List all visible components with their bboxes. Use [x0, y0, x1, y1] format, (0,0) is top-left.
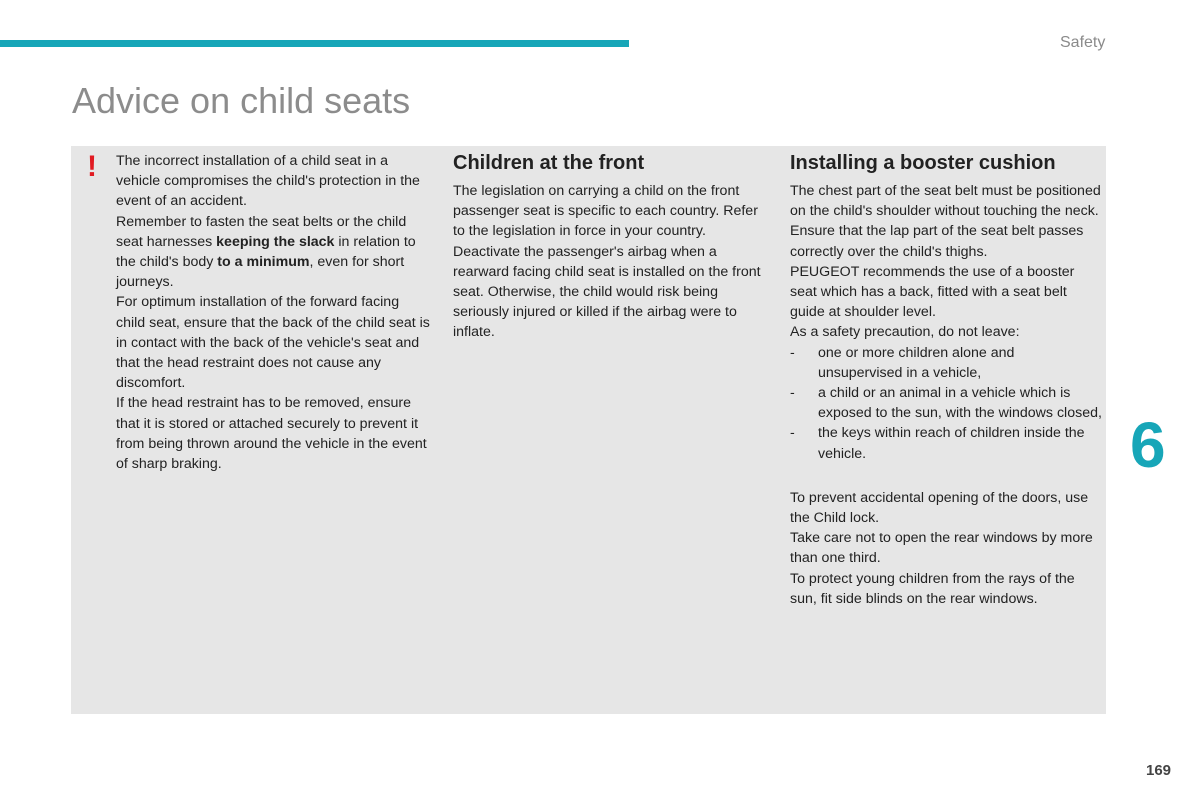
list-item [790, 343, 1102, 383]
list-item-text: a child or an animal in a vehicle which is exposed to the sun, with the windows closed, [818, 385, 1102, 422]
page-title: Advice on child seats [72, 80, 411, 121]
warning-paragraph: For optimum installation of the forward facing child seat, ensure that the back of the child seat is in contact with the back of the vehicle's seat and that the head restraint does not cause any discomfort. [116, 294, 430, 392]
section-label: Safety [1060, 34, 1106, 51]
bullet-dash: - [790, 425, 795, 442]
booster-list [790, 343, 1102, 464]
paragraph-gap [790, 464, 1102, 488]
list-item-text: one or more children alone and unsupervised in a vehicle, [818, 344, 1015, 381]
booster-paragraph: As a safety precaution, do not leave: [790, 324, 1020, 341]
chapter-number: 6 [1130, 409, 1166, 481]
warning-paragraph [116, 212, 431, 293]
booster-column [790, 151, 1102, 609]
bullet-dash: - [790, 344, 795, 361]
list-item [790, 423, 1102, 463]
booster-paragraph: To protect young children from the rays of the sun, fit side blinds on the rear windows. [790, 570, 1075, 607]
warning-emphasis: keeping the slack [216, 233, 335, 250]
warning-text: Remember to fasten the seat belts or the child seat harnesses [116, 213, 407, 250]
front-paragraph: The legislation on carrying a child on the front passenger seat is specific to each country. Refer to the legislation in force in your country. [453, 183, 758, 240]
warning-paragraph: The incorrect installation of a child seat in a vehicle compromises the child's protection in the event of an accident. [116, 153, 420, 210]
booster-paragraph: Ensure that the lap part of the seat belt passes correctly over the child's thighs. [790, 223, 1084, 260]
booster-paragraph: The chest part of the seat belt must be positioned on the child's shoulder without touching the neck. [790, 183, 1101, 220]
warning-text: , even for short journeys. [116, 254, 405, 291]
list-item-text: the keys within reach of children inside the vehicle. [818, 425, 1085, 462]
booster-paragraph: To prevent accidental opening of the doors, use the Child lock. [790, 489, 1089, 527]
booster-paragraph: Take care not to open the rear windows by more than one third. [790, 530, 1093, 567]
list-item [790, 383, 1102, 423]
booster-heading: Installing a booster cushion [790, 152, 1056, 174]
booster-paragraph: PEUGEOT recommends the use of a booster seat which has a back, fitted with a seat belt guide at shoulder level. [790, 263, 1075, 321]
exclamation-icon: ! [87, 150, 97, 183]
warning-emphasis: to a minimum [217, 254, 310, 271]
page-number: 169 [1146, 762, 1172, 779]
front-column [453, 151, 763, 343]
warning-text: in relation to the child's body [116, 233, 416, 271]
warning-paragraph: If the head restraint has to be removed, ensure that it is stored or attached securely to prevent it from being thrown around the vehicle in the event of sharp braking. [116, 395, 427, 473]
warning-column [116, 151, 431, 474]
header-accent-bar [0, 40, 629, 47]
front-heading: Children at the front [453, 152, 645, 174]
front-paragraph: Deactivate the passenger's airbag when a rearward facing child seat is installed on the front seat. Otherwise, the child would risk being seriously injured or killed if the airbag were to inflate. [453, 243, 761, 341]
bullet-dash: - [790, 385, 795, 402]
